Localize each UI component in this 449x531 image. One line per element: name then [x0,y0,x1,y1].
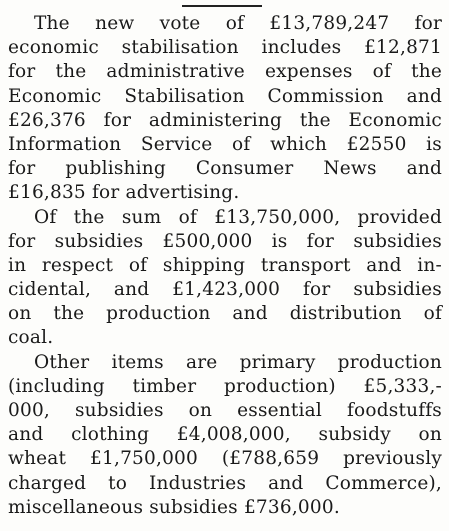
text-line: £16,835 for advertising. [8,182,240,204]
text-line: Information Service of which £2550 is [8,133,442,155]
text-line: for subsidies £500,000 is for subsidies [8,230,442,252]
text-line: and clothing £4,008,000, subsidy on [8,424,442,446]
text-line: economic stabilisation includes £12,871 [8,37,442,59]
article-body [8,12,442,520]
text-line: Other items are primary production [34,351,442,373]
text-line: charged to Industries and Commerce), [8,472,442,494]
text-line: wheat £1,750,000 (£788,659 previously [8,448,442,470]
paragraph-other-items [8,351,442,520]
paragraph-subsidies [8,206,442,351]
text-line: in respect of shipping transport and in- [8,254,442,276]
text-line: £26,376 for administering the Economic [8,109,442,131]
text-line: 000, subsidies on essential foodstuffs [8,400,442,421]
text-line: Economic Stabilisation Commission and [8,85,442,107]
text-line: (including timber production) £5,333,- [8,375,442,397]
text-line: for the administrative expenses of the [8,61,442,83]
text-line: miscellaneous subsidies £736,000. [8,496,340,518]
paragraph-vote [8,12,442,206]
text-line: coal. [8,327,54,349]
text-line: Of the sum of £13,750,000, provided [34,206,442,228]
text-line: on the production and distribution of [8,303,442,325]
text-line: for publishing Consumer News and [8,158,442,180]
text-line: cidental, and £1,423,000 for subsidies [8,279,442,301]
column-separator-rule [182,5,262,7]
text-line: The new vote of £13,789,247 for [34,13,442,34]
